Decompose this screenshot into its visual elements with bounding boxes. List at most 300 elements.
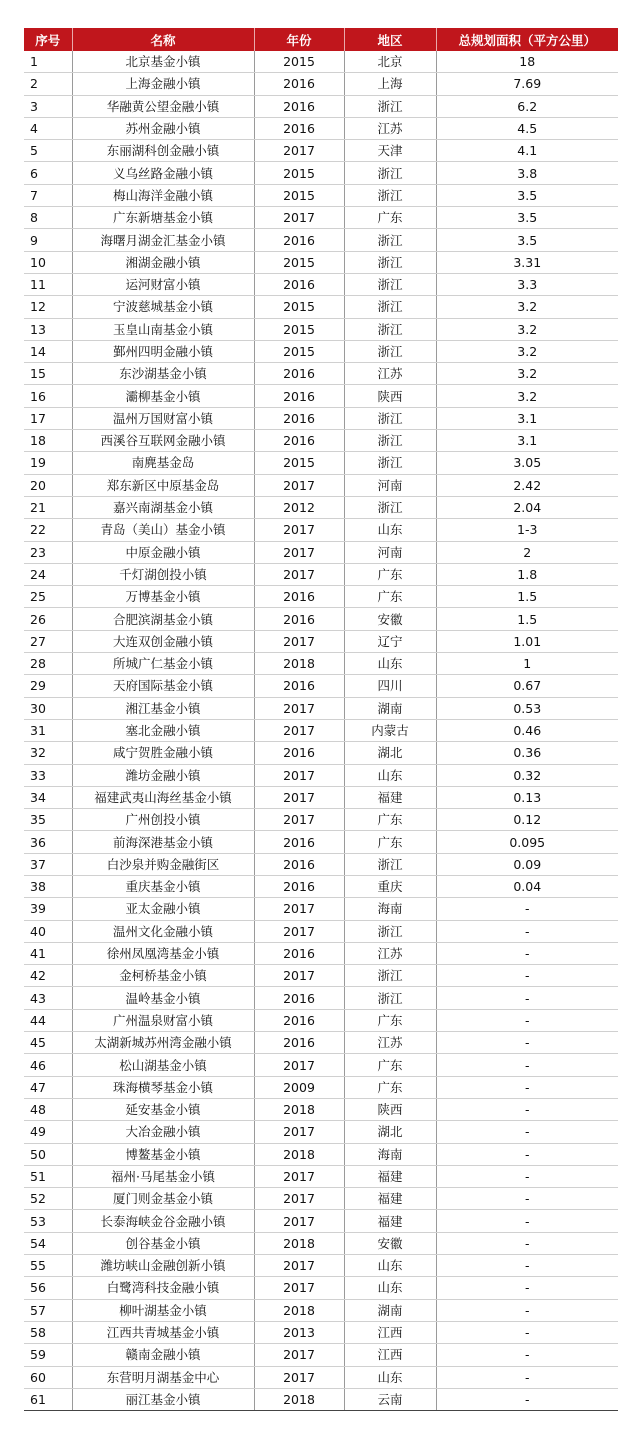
- cell-region: 浙江: [344, 162, 436, 184]
- cell-name: 宁波慈城基金小镇: [72, 296, 254, 318]
- cell-area: 3.2: [436, 363, 618, 385]
- cell-region: 浙江: [344, 318, 436, 340]
- cell-region: 河南: [344, 474, 436, 496]
- cell-area: -: [436, 1032, 618, 1054]
- cell-region: 四川: [344, 675, 436, 697]
- cell-year: 2017: [254, 764, 344, 786]
- cell-name: 潍坊峡山金融创新小镇: [72, 1255, 254, 1277]
- cell-area: 3.1: [436, 430, 618, 452]
- cell-area: -: [436, 1277, 618, 1299]
- cell-region: 云南: [344, 1388, 436, 1410]
- cell-index: 28: [24, 653, 72, 675]
- cell-name: 温州万国财富小镇: [72, 407, 254, 429]
- cell-region: 重庆: [344, 875, 436, 897]
- cell-region: 广东: [344, 1076, 436, 1098]
- cell-area: 0.12: [436, 809, 618, 831]
- cell-index: 26: [24, 608, 72, 630]
- cell-index: 2: [24, 73, 72, 95]
- cell-area: -: [436, 965, 618, 987]
- header-area: 总规划面积（平方公里）: [436, 28, 618, 51]
- table-row: [24, 363, 618, 385]
- cell-name: 华融黄公望金融小镇: [72, 95, 254, 117]
- table-row: [24, 1344, 618, 1366]
- cell-index: 20: [24, 474, 72, 496]
- table-row: [24, 430, 618, 452]
- cell-name: 博鳌基金小镇: [72, 1143, 254, 1165]
- table-row: [24, 697, 618, 719]
- table-row: [24, 251, 618, 273]
- cell-index: 14: [24, 340, 72, 362]
- table-row: [24, 273, 618, 295]
- cell-area: 6.2: [436, 95, 618, 117]
- cell-name: 江西共青城基金小镇: [72, 1321, 254, 1343]
- header-region: 地区: [344, 28, 436, 51]
- table-row: [24, 987, 618, 1009]
- cell-area: 1-3: [436, 519, 618, 541]
- cell-index: 3: [24, 95, 72, 117]
- table-row: [24, 73, 618, 95]
- cell-year: 2017: [254, 1277, 344, 1299]
- cell-area: 4.5: [436, 117, 618, 139]
- cell-index: 60: [24, 1366, 72, 1388]
- cell-region: 山东: [344, 1366, 436, 1388]
- cell-name: 太湖新城苏州湾金融小镇: [72, 1032, 254, 1054]
- cell-name: 徐州凤凰湾基金小镇: [72, 942, 254, 964]
- cell-name: 运河财富小镇: [72, 273, 254, 295]
- cell-area: -: [436, 1054, 618, 1076]
- cell-region: 上海: [344, 73, 436, 95]
- cell-year: 2016: [254, 1032, 344, 1054]
- cell-index: 52: [24, 1188, 72, 1210]
- cell-region: 河南: [344, 541, 436, 563]
- cell-name: 大冶金融小镇: [72, 1121, 254, 1143]
- cell-area: 0.46: [436, 719, 618, 741]
- cell-name: 白鹭湾科技金融小镇: [72, 1277, 254, 1299]
- cell-index: 29: [24, 675, 72, 697]
- cell-year: 2009: [254, 1076, 344, 1098]
- header-row: [24, 28, 618, 51]
- cell-year: 2017: [254, 965, 344, 987]
- cell-region: 陕西: [344, 1098, 436, 1120]
- cell-region: 湖南: [344, 697, 436, 719]
- table-row: [24, 452, 618, 474]
- cell-area: 3.2: [436, 385, 618, 407]
- cell-region: 安徽: [344, 608, 436, 630]
- cell-region: 北京: [344, 51, 436, 73]
- cell-index: 46: [24, 1054, 72, 1076]
- table-row: [24, 519, 618, 541]
- cell-index: 35: [24, 809, 72, 831]
- table-row: [24, 1098, 618, 1120]
- finance-town-table: [24, 28, 618, 1411]
- cell-region: 浙江: [344, 987, 436, 1009]
- cell-index: 7: [24, 184, 72, 206]
- cell-region: 山东: [344, 653, 436, 675]
- cell-area: -: [436, 1299, 618, 1321]
- cell-index: 25: [24, 586, 72, 608]
- cell-year: 2015: [254, 251, 344, 273]
- cell-index: 38: [24, 875, 72, 897]
- cell-name: 中原金融小镇: [72, 541, 254, 563]
- cell-index: 1: [24, 51, 72, 73]
- cell-area: -: [436, 1366, 618, 1388]
- table-row: [24, 653, 618, 675]
- cell-area: -: [436, 1321, 618, 1343]
- cell-region: 安徽: [344, 1232, 436, 1254]
- table-row: [24, 608, 618, 630]
- cell-index: 27: [24, 630, 72, 652]
- cell-area: -: [436, 1388, 618, 1410]
- table-row: [24, 385, 618, 407]
- table-row: [24, 184, 618, 206]
- table-row: [24, 875, 618, 897]
- table-row: [24, 1366, 618, 1388]
- cell-name: 东沙湖基金小镇: [72, 363, 254, 385]
- cell-year: 2016: [254, 853, 344, 875]
- cell-year: 2015: [254, 162, 344, 184]
- table-row: [24, 786, 618, 808]
- table-body: [24, 51, 618, 1411]
- table-row: [24, 162, 618, 184]
- cell-index: 30: [24, 697, 72, 719]
- cell-year: 2017: [254, 630, 344, 652]
- cell-year: 2016: [254, 608, 344, 630]
- cell-region: 浙江: [344, 430, 436, 452]
- cell-index: 40: [24, 920, 72, 942]
- table-row: [24, 541, 618, 563]
- cell-area: 3.2: [436, 318, 618, 340]
- cell-region: 浙江: [344, 251, 436, 273]
- cell-region: 广东: [344, 831, 436, 853]
- cell-year: 2016: [254, 273, 344, 295]
- cell-index: 24: [24, 563, 72, 585]
- cell-area: -: [436, 1188, 618, 1210]
- cell-region: 广东: [344, 207, 436, 229]
- table-row: [24, 1032, 618, 1054]
- cell-name: 天府国际基金小镇: [72, 675, 254, 697]
- cell-name: 咸宁贺胜金融小镇: [72, 742, 254, 764]
- cell-area: 3.5: [436, 229, 618, 251]
- cell-year: 2016: [254, 1009, 344, 1031]
- cell-index: 19: [24, 452, 72, 474]
- cell-index: 39: [24, 898, 72, 920]
- cell-year: 2017: [254, 920, 344, 942]
- cell-area: 0.67: [436, 675, 618, 697]
- table-row: [24, 496, 618, 518]
- cell-year: 2016: [254, 430, 344, 452]
- cell-region: 福建: [344, 786, 436, 808]
- cell-index: 16: [24, 385, 72, 407]
- cell-region: 浙江: [344, 496, 436, 518]
- cell-index: 18: [24, 430, 72, 452]
- cell-year: 2016: [254, 586, 344, 608]
- table-row: [24, 407, 618, 429]
- cell-year: 2018: [254, 1098, 344, 1120]
- cell-area: 1.5: [436, 608, 618, 630]
- cell-region: 浙江: [344, 273, 436, 295]
- cell-area: 1.5: [436, 586, 618, 608]
- cell-year: 2015: [254, 340, 344, 362]
- table-row: [24, 340, 618, 362]
- cell-index: 17: [24, 407, 72, 429]
- table-row: [24, 1076, 618, 1098]
- cell-area: -: [436, 1009, 618, 1031]
- cell-year: 2017: [254, 1210, 344, 1232]
- cell-year: 2018: [254, 1143, 344, 1165]
- cell-name: 厦门则金基金小镇: [72, 1188, 254, 1210]
- cell-region: 湖北: [344, 742, 436, 764]
- cell-region: 广东: [344, 586, 436, 608]
- cell-year: 2018: [254, 653, 344, 675]
- cell-index: 61: [24, 1388, 72, 1410]
- cell-name: 福建武夷山海丝基金小镇: [72, 786, 254, 808]
- cell-region: 山东: [344, 519, 436, 541]
- cell-name: 苏州金融小镇: [72, 117, 254, 139]
- cell-index: 57: [24, 1299, 72, 1321]
- cell-area: -: [436, 1255, 618, 1277]
- cell-area: -: [436, 1165, 618, 1187]
- cell-region: 江苏: [344, 117, 436, 139]
- cell-area: 3.2: [436, 340, 618, 362]
- cell-index: 42: [24, 965, 72, 987]
- table-row: [24, 1277, 618, 1299]
- cell-name: 上海金融小镇: [72, 73, 254, 95]
- cell-region: 山东: [344, 1277, 436, 1299]
- cell-area: 0.32: [436, 764, 618, 786]
- cell-name: 西溪谷互联网金融小镇: [72, 430, 254, 452]
- header-year: 年份: [254, 28, 344, 51]
- cell-region: 浙江: [344, 853, 436, 875]
- cell-area: 2.04: [436, 496, 618, 518]
- table-row: [24, 809, 618, 831]
- table-row: [24, 1321, 618, 1343]
- cell-year: 2018: [254, 1299, 344, 1321]
- cell-index: 48: [24, 1098, 72, 1120]
- table-row: [24, 1232, 618, 1254]
- cell-index: 21: [24, 496, 72, 518]
- cell-index: 22: [24, 519, 72, 541]
- table-row: [24, 1143, 618, 1165]
- cell-year: 2016: [254, 831, 344, 853]
- cell-area: 3.3: [436, 273, 618, 295]
- table-row: [24, 742, 618, 764]
- cell-year: 2016: [254, 675, 344, 697]
- cell-region: 浙江: [344, 340, 436, 362]
- cell-name: 海曙月湖金汇基金小镇: [72, 229, 254, 251]
- table-row: [24, 920, 618, 942]
- cell-year: 2016: [254, 407, 344, 429]
- cell-region: 山东: [344, 1255, 436, 1277]
- cell-name: 温岭基金小镇: [72, 987, 254, 1009]
- table-row: [24, 831, 618, 853]
- header-index: 序号: [24, 28, 72, 51]
- cell-region: 江苏: [344, 942, 436, 964]
- cell-area: -: [436, 1121, 618, 1143]
- cell-region: 浙江: [344, 296, 436, 318]
- cell-area: 0.53: [436, 697, 618, 719]
- cell-region: 广东: [344, 1009, 436, 1031]
- cell-area: 1: [436, 653, 618, 675]
- table-row: [24, 630, 618, 652]
- cell-index: 44: [24, 1009, 72, 1031]
- cell-index: 49: [24, 1121, 72, 1143]
- cell-year: 2017: [254, 1255, 344, 1277]
- cell-area: 0.04: [436, 875, 618, 897]
- table-row: [24, 586, 618, 608]
- cell-area: -: [436, 1232, 618, 1254]
- cell-area: -: [436, 920, 618, 942]
- cell-name: 义乌丝路金融小镇: [72, 162, 254, 184]
- cell-year: 2016: [254, 73, 344, 95]
- cell-index: 54: [24, 1232, 72, 1254]
- table-row: [24, 51, 618, 73]
- cell-area: -: [436, 1076, 618, 1098]
- cell-index: 41: [24, 942, 72, 964]
- table-row: [24, 117, 618, 139]
- cell-index: 53: [24, 1210, 72, 1232]
- cell-area: 18: [436, 51, 618, 73]
- cell-region: 江苏: [344, 363, 436, 385]
- cell-name: 湘湖金融小镇: [72, 251, 254, 273]
- cell-area: -: [436, 1344, 618, 1366]
- cell-name: 梅山海洋金融小镇: [72, 184, 254, 206]
- cell-year: 2017: [254, 1054, 344, 1076]
- cell-region: 江西: [344, 1321, 436, 1343]
- cell-index: 43: [24, 987, 72, 1009]
- cell-area: 1.8: [436, 563, 618, 585]
- cell-year: 2017: [254, 140, 344, 162]
- cell-name: 郑东新区中原基金岛: [72, 474, 254, 496]
- table-row: [24, 474, 618, 496]
- table-container: [24, 28, 618, 1411]
- cell-name: 亚太金融小镇: [72, 898, 254, 920]
- cell-area: 0.09: [436, 853, 618, 875]
- cell-region: 广东: [344, 1054, 436, 1076]
- cell-area: -: [436, 942, 618, 964]
- cell-year: 2016: [254, 987, 344, 1009]
- cell-area: 2.42: [436, 474, 618, 496]
- cell-region: 内蒙古: [344, 719, 436, 741]
- cell-name: 丽江基金小镇: [72, 1388, 254, 1410]
- cell-year: 2017: [254, 898, 344, 920]
- cell-year: 2017: [254, 786, 344, 808]
- cell-index: 13: [24, 318, 72, 340]
- cell-area: 4.1: [436, 140, 618, 162]
- table-row: [24, 1054, 618, 1076]
- cell-year: 2017: [254, 519, 344, 541]
- cell-index: 37: [24, 853, 72, 875]
- cell-region: 湖南: [344, 1299, 436, 1321]
- cell-year: 2016: [254, 385, 344, 407]
- cell-area: 1.01: [436, 630, 618, 652]
- cell-index: 55: [24, 1255, 72, 1277]
- cell-name: 东丽湖科创金融小镇: [72, 140, 254, 162]
- cell-index: 47: [24, 1076, 72, 1098]
- cell-region: 浙江: [344, 920, 436, 942]
- cell-area: 3.31: [436, 251, 618, 273]
- cell-index: 34: [24, 786, 72, 808]
- table-row: [24, 1121, 618, 1143]
- cell-year: 2017: [254, 1121, 344, 1143]
- cell-name: 重庆基金小镇: [72, 875, 254, 897]
- cell-year: 2016: [254, 229, 344, 251]
- cell-area: 3.05: [436, 452, 618, 474]
- table-header: [24, 28, 618, 51]
- cell-year: 2015: [254, 296, 344, 318]
- table-row: [24, 898, 618, 920]
- cell-region: 广东: [344, 809, 436, 831]
- cell-region: 湖北: [344, 1121, 436, 1143]
- cell-year: 2017: [254, 1366, 344, 1388]
- cell-year: 2017: [254, 1165, 344, 1187]
- cell-index: 6: [24, 162, 72, 184]
- cell-name: 广东新塘基金小镇: [72, 207, 254, 229]
- cell-index: 56: [24, 1277, 72, 1299]
- cell-name: 柳叶湖基金小镇: [72, 1299, 254, 1321]
- cell-index: 59: [24, 1344, 72, 1366]
- cell-name: 温州文化金融小镇: [72, 920, 254, 942]
- cell-index: 15: [24, 363, 72, 385]
- cell-region: 陕西: [344, 385, 436, 407]
- cell-region: 福建: [344, 1188, 436, 1210]
- cell-name: 灞柳基金小镇: [72, 385, 254, 407]
- cell-region: 海南: [344, 898, 436, 920]
- cell-area: 3.5: [436, 184, 618, 206]
- cell-area: -: [436, 1143, 618, 1165]
- cell-index: 32: [24, 742, 72, 764]
- cell-year: 2013: [254, 1321, 344, 1343]
- table-row: [24, 942, 618, 964]
- cell-year: 2016: [254, 363, 344, 385]
- cell-index: 36: [24, 831, 72, 853]
- cell-name: 万博基金小镇: [72, 586, 254, 608]
- cell-index: 11: [24, 273, 72, 295]
- header-name: 名称: [72, 28, 254, 51]
- cell-name: 前海深港基金小镇: [72, 831, 254, 853]
- cell-name: 潍坊金融小镇: [72, 764, 254, 786]
- cell-year: 2017: [254, 697, 344, 719]
- cell-name: 白沙泉并购金融街区: [72, 853, 254, 875]
- table-row: [24, 719, 618, 741]
- cell-region: 江苏: [344, 1032, 436, 1054]
- table-row: [24, 563, 618, 585]
- cell-region: 海南: [344, 1143, 436, 1165]
- table-row: [24, 296, 618, 318]
- cell-region: 山东: [344, 764, 436, 786]
- cell-region: 江西: [344, 1344, 436, 1366]
- cell-region: 福建: [344, 1210, 436, 1232]
- cell-year: 2016: [254, 95, 344, 117]
- cell-region: 浙江: [344, 452, 436, 474]
- cell-year: 2015: [254, 184, 344, 206]
- cell-index: 8: [24, 207, 72, 229]
- cell-index: 50: [24, 1143, 72, 1165]
- cell-name: 赣南金融小镇: [72, 1344, 254, 1366]
- cell-region: 辽宁: [344, 630, 436, 652]
- table-row: [24, 675, 618, 697]
- table-row: [24, 1009, 618, 1031]
- cell-index: 51: [24, 1165, 72, 1187]
- table-row: [24, 229, 618, 251]
- table-row: [24, 140, 618, 162]
- cell-index: 31: [24, 719, 72, 741]
- cell-year: 2018: [254, 1388, 344, 1410]
- cell-index: 5: [24, 140, 72, 162]
- cell-name: 创谷基金小镇: [72, 1232, 254, 1254]
- cell-year: 2017: [254, 563, 344, 585]
- cell-year: 2012: [254, 496, 344, 518]
- cell-area: 7.69: [436, 73, 618, 95]
